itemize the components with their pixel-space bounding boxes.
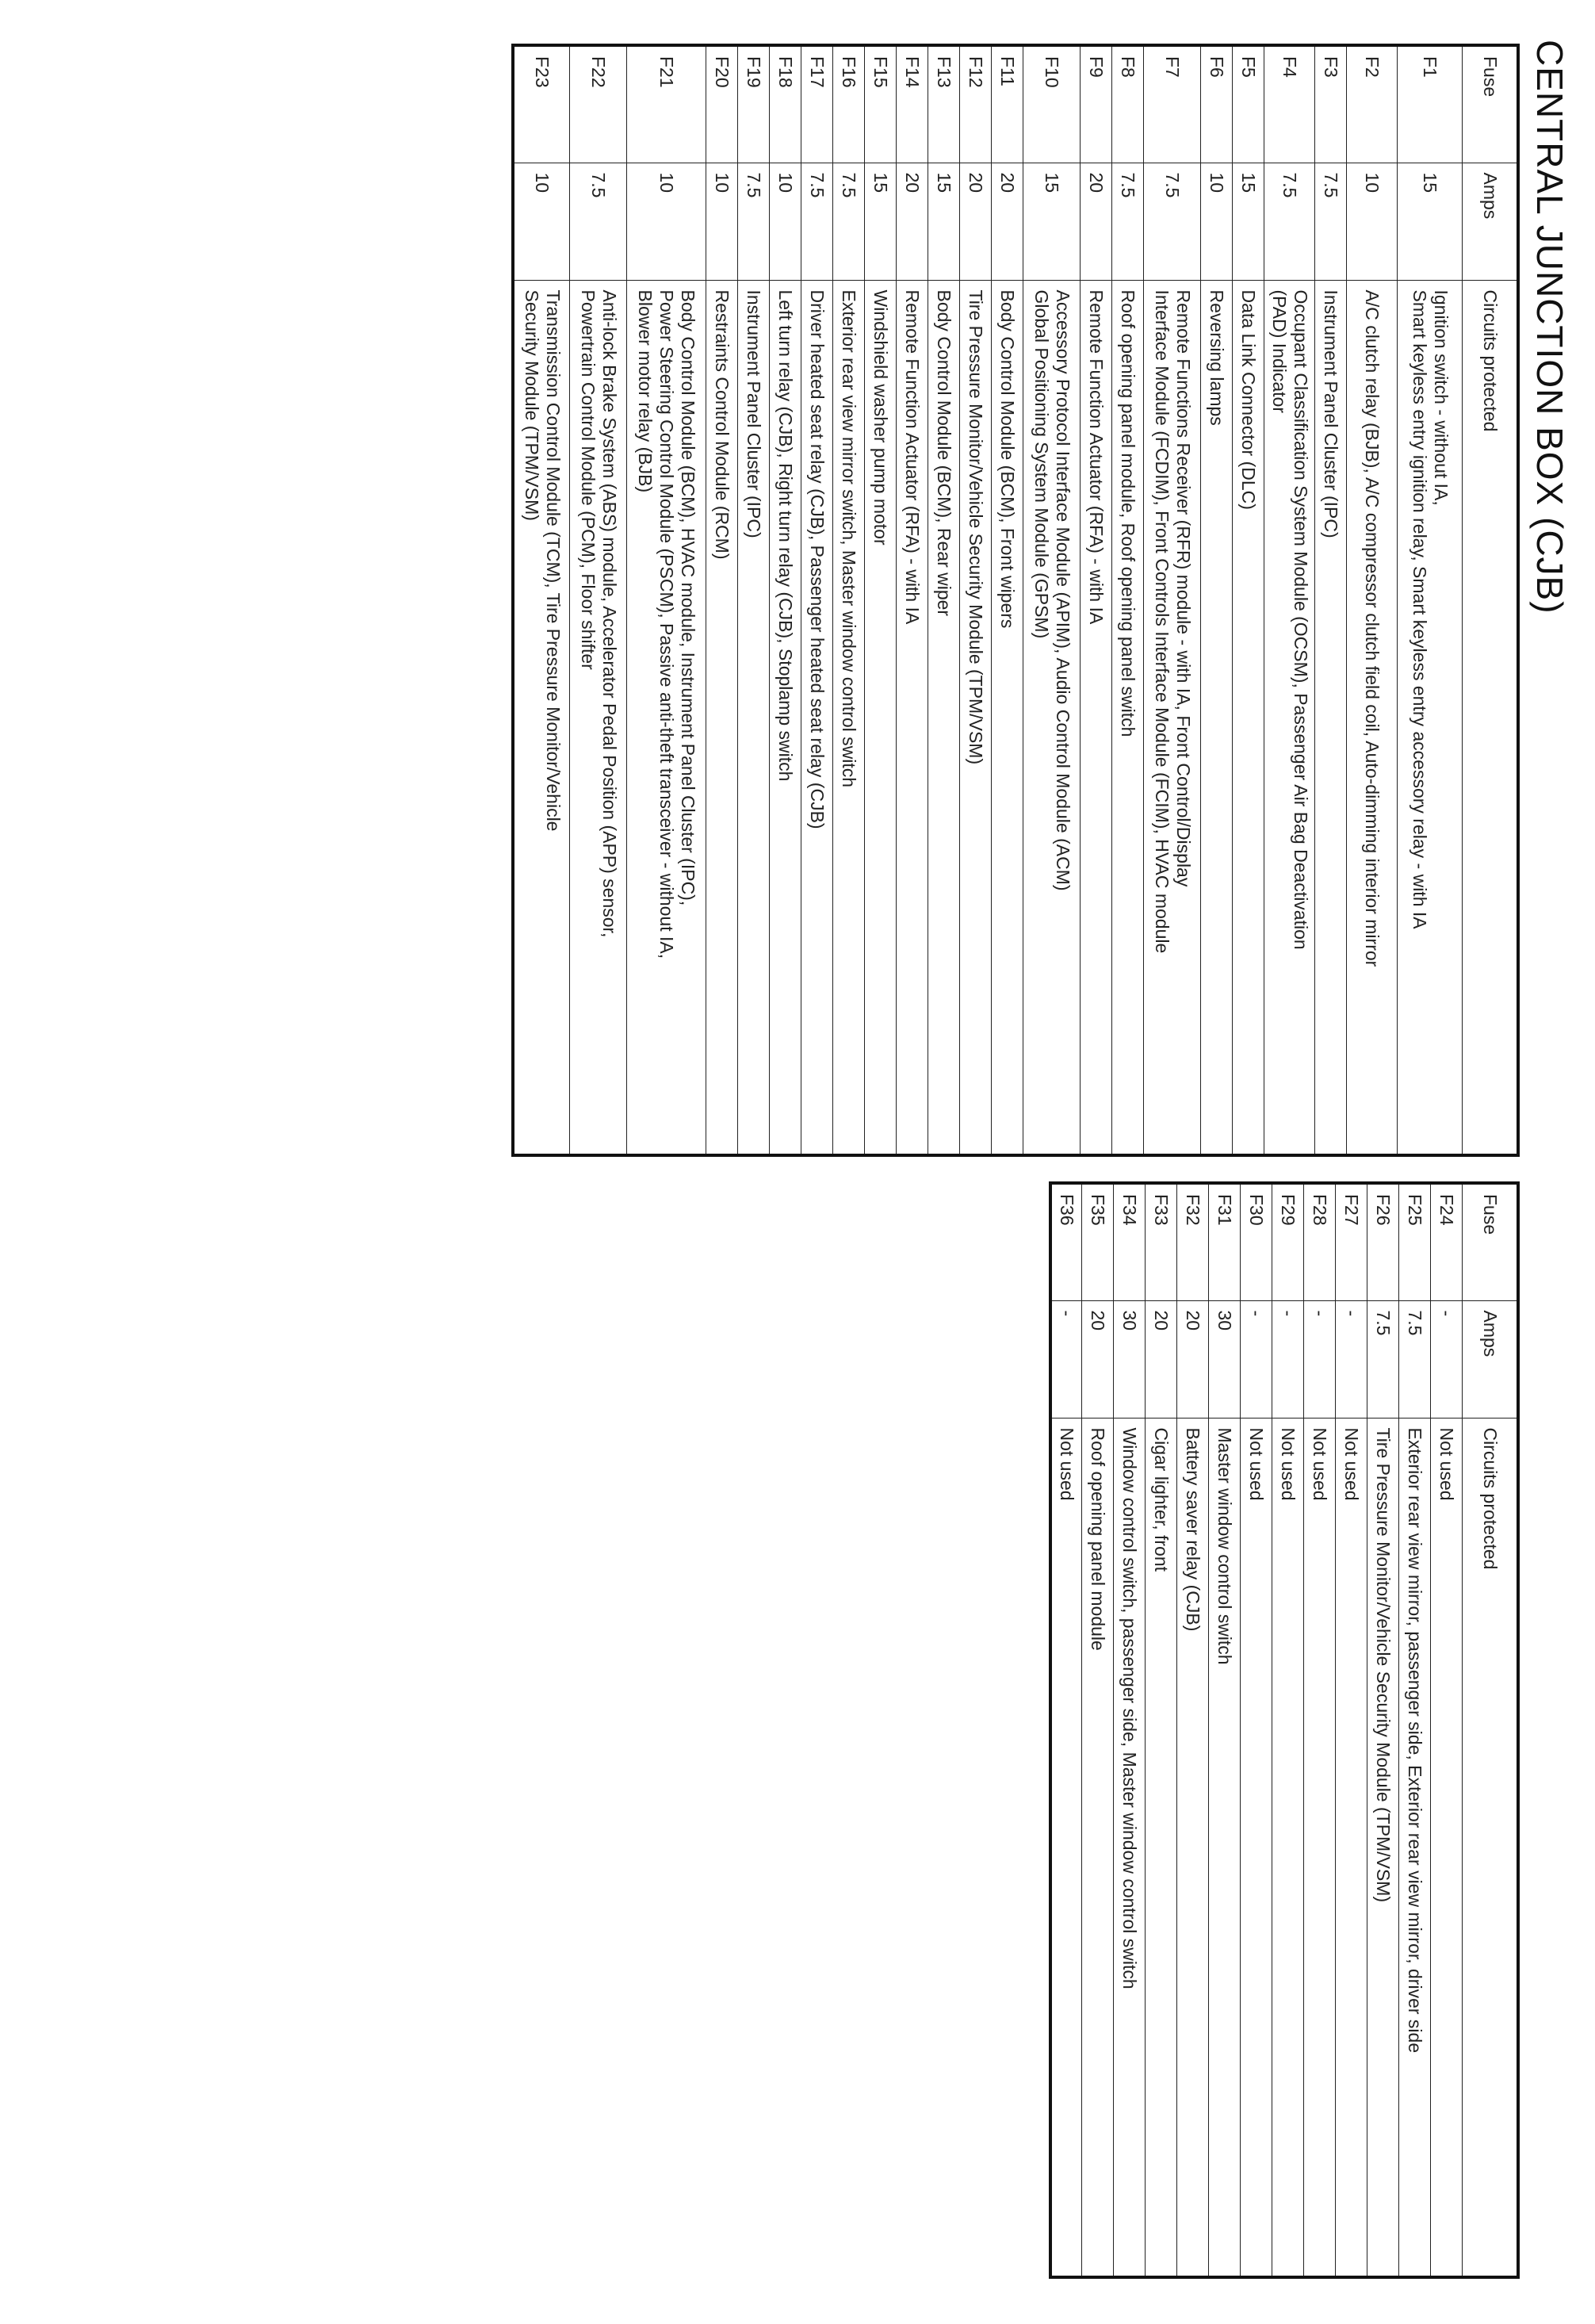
header-row	[1463, 45, 1518, 1155]
table-row	[1347, 45, 1398, 1155]
table-row	[1177, 1183, 1209, 2277]
table-row	[738, 45, 770, 1155]
fuse-amps: 20	[992, 163, 1023, 280]
fuse-amps: 30	[1114, 1300, 1146, 1418]
fuse-amps: 7.5	[1112, 163, 1144, 280]
fuse-amps: 10	[1201, 163, 1233, 280]
circuits-protected: Remote Function Actuator (RFA) - with IA	[1081, 280, 1112, 1155]
circuits-protected: Instrument Panel Cluster (IPC)	[738, 280, 770, 1155]
fuse-amps: 10	[706, 163, 738, 280]
fuse-id: F24	[1431, 1183, 1463, 1300]
fuse-id: F22	[570, 45, 627, 163]
table-row	[1114, 1183, 1146, 2277]
circuits-protected: Roof opening panel module, Roof opening panel switch	[1112, 280, 1144, 1155]
circuits-protected: Windshield washer pump motor	[865, 280, 897, 1155]
fuse-amps: 10	[1347, 163, 1398, 280]
fuse-id: F25	[1399, 1183, 1431, 1300]
circuits-protected: Restraints Control Module (RCM)	[706, 280, 738, 1155]
table-row	[1112, 45, 1144, 1155]
fuse-amps: 10	[770, 163, 801, 280]
fuse-amps: -	[1431, 1300, 1463, 1418]
circuits-protected: Reversing lamps	[1201, 280, 1233, 1155]
circuits-protected: Master window control switch	[1209, 1418, 1241, 2277]
fuse-id: F33	[1146, 1183, 1177, 1300]
table-row	[960, 45, 992, 1155]
circuits-protected: Not used	[1431, 1418, 1463, 2277]
fuse-amps: 7.5	[1367, 1300, 1399, 1418]
circuits-protected: Exterior rear view mirror, passenger side, Exterior rear view mirror, driver side	[1399, 1418, 1431, 2277]
circuits-protected: Exterior rear view mirror switch, Master window control switch	[833, 280, 865, 1155]
amps-header: Amps	[1463, 163, 1518, 280]
fuse-id: F34	[1114, 1183, 1146, 1300]
fuse-id: F17	[801, 45, 833, 163]
fuse-id: F14	[897, 45, 928, 163]
fuse-amps: 30	[1209, 1300, 1241, 1418]
fuse-amps: 10	[513, 163, 570, 280]
fuse-amps: -	[1336, 1300, 1367, 1418]
fuse-id: F31	[1209, 1183, 1241, 1300]
table-row	[1272, 1183, 1304, 2277]
fuse-id: F35	[1082, 1183, 1114, 1300]
fuse-id: F11	[992, 45, 1023, 163]
circuits-protected: Roof opening panel module	[1082, 1418, 1114, 2277]
fuse-amps: 7.5	[833, 163, 865, 280]
circuits-protected: Not used	[1050, 1418, 1082, 2277]
fuse-id: F36	[1050, 1183, 1082, 1300]
document-title: CENTRAL JUNCTION BOX (CJB)	[1529, 40, 1570, 615]
circuits-protected: Driver heated seat relay (CJB), Passenger heated seat relay (CJB)	[801, 280, 833, 1155]
circuits-protected: Left turn relay (CJB), Right turn relay (CJB), Stoplamp switch	[770, 280, 801, 1155]
table-row	[1304, 1183, 1336, 2277]
table-row	[1050, 1183, 1082, 2277]
table-row	[1241, 1183, 1272, 2277]
fuse-amps: 20	[1082, 1300, 1114, 1418]
fuse-id: F16	[833, 45, 865, 163]
fuse-id: F6	[1201, 45, 1233, 163]
fuse-id: F10	[1023, 45, 1081, 163]
table-row	[1233, 45, 1264, 1155]
table-row	[513, 45, 570, 1155]
table-row	[1081, 45, 1112, 1155]
fuse-id: F4	[1264, 45, 1315, 163]
circuits-protected: A/C clutch relay (BJB), A/C compressor clutch field coil, Auto-dimming interior mirror	[1347, 280, 1398, 1155]
circuits-protected: Ignition switch - without IA, Smart keyless entry ignition relay, Smart keyless entry accessory relay - with IA	[1398, 280, 1463, 1155]
table-row	[1201, 45, 1233, 1155]
fuse-amps: -	[1304, 1300, 1336, 1418]
fuse-id: F20	[706, 45, 738, 163]
circuits-protected: Tire Pressure Monitor/Vehicle Security Module (TPM/VSM)	[960, 280, 992, 1155]
fuse-id: F28	[1304, 1183, 1336, 1300]
fuse-amps: 15	[1023, 163, 1081, 280]
fuse-amps: -	[1241, 1300, 1272, 1418]
fuse-amps: 7.5	[1144, 163, 1201, 280]
fuse-id: F18	[770, 45, 801, 163]
fuse-id: F5	[1233, 45, 1264, 163]
fuse-amps: 20	[1146, 1300, 1177, 1418]
table-row	[1336, 1183, 1367, 2277]
amps-header: Amps	[1463, 1300, 1518, 1418]
fuse-id: F7	[1144, 45, 1201, 163]
fuse-id: F8	[1112, 45, 1144, 163]
circuits-protected: Remote Function Actuator (RFA) - with IA	[897, 280, 928, 1155]
table-row	[1398, 45, 1463, 1155]
fuse-amps: 7.5	[1315, 163, 1347, 280]
fuse-amps: 20	[1081, 163, 1112, 280]
circuits-header: Circuits protected	[1463, 1418, 1518, 2277]
circuits-header: Circuits protected	[1463, 280, 1518, 1155]
table-row	[897, 45, 928, 1155]
fuse-amps: 7.5	[1264, 163, 1315, 280]
circuits-protected: Data Link Connector (DLC)	[1233, 280, 1264, 1155]
fuse-id: F12	[960, 45, 992, 163]
circuits-protected: Not used	[1241, 1418, 1272, 2277]
table-row	[1082, 1183, 1114, 2277]
circuits-protected: Window control switch, passenger side, Master window control switch	[1114, 1418, 1146, 2277]
fuse-amps: 7.5	[801, 163, 833, 280]
circuits-protected: Body Control Module (BCM), Front wipers	[992, 280, 1023, 1155]
fuse-table-primary	[511, 44, 1520, 1157]
fuse-id: F32	[1177, 1183, 1209, 1300]
table-row	[770, 45, 801, 1155]
fuse-amps: 20	[960, 163, 992, 280]
fuse-amps: -	[1050, 1300, 1082, 1418]
circuits-protected: Remote Functions Receiver (RFR) module - with IA, Front Control/Display Interface Module (FCDIM), Front Controls Interface Module (FCIM), HVAC module	[1144, 280, 1201, 1155]
circuits-protected: Tire Pressure Monitor/Vehicle Security Module (TPM/VSM)	[1367, 1418, 1399, 2277]
circuits-protected: Anti-lock Brake System (ABS) module, Accelerator Pedal Position (APP) sensor, Powertrain Control Module (PCM), Floor shifter	[570, 280, 627, 1155]
fuse-id: F19	[738, 45, 770, 163]
table-row	[570, 45, 627, 1155]
circuits-protected: Occupant Classification System Module (OCSM), Passenger Air Bag Deactivation (PAD) Indicator	[1264, 280, 1315, 1155]
table-row	[833, 45, 865, 1155]
fuse-header: Fuse	[1463, 45, 1518, 163]
fuse-id: F27	[1336, 1183, 1367, 1300]
table-row	[865, 45, 897, 1155]
circuits-protected: Not used	[1304, 1418, 1336, 2277]
fuse-amps: 20	[897, 163, 928, 280]
table-row	[1209, 1183, 1241, 2277]
fuse-id: F23	[513, 45, 570, 163]
fuse-amps: 7.5	[738, 163, 770, 280]
table-row	[1431, 1183, 1463, 2277]
fuse-amps: 15	[1398, 163, 1463, 280]
fuse-id: F9	[1081, 45, 1112, 163]
circuits-protected: Instrument Panel Cluster (IPC)	[1315, 280, 1347, 1155]
circuits-protected: Transmission Control Module (TCM), Tire Pressure Monitor/Vehicle Security Module (TPM/VSM)	[513, 280, 570, 1155]
fuse-amps: 7.5	[1399, 1300, 1431, 1418]
table-row	[1399, 1183, 1431, 2277]
circuits-protected: Not used	[1272, 1418, 1304, 2277]
table-row	[627, 45, 706, 1155]
fuse-header: Fuse	[1463, 1183, 1518, 1300]
table-row	[1023, 45, 1081, 1155]
circuits-protected: Body Control Module (BCM), HVAC module, Instrument Panel Cluster (IPC), Power Steering Control Module (PSCM), Passive anti-theft transceiver - without IA, Blower motor relay (BJB)	[627, 280, 706, 1155]
fuse-amps: 7.5	[570, 163, 627, 280]
circuits-protected: Accessory Protocol Interface Module (APIM), Audio Control Module (ACM) Global Positioning System Module (GPSM)	[1023, 280, 1081, 1155]
fuse-id: F21	[627, 45, 706, 163]
table-row	[706, 45, 738, 1155]
fuse-id: F30	[1241, 1183, 1272, 1300]
circuits-protected: Cigar lighter, front	[1146, 1418, 1177, 2277]
fuse-amps: 15	[865, 163, 897, 280]
fuse-amps: 15	[928, 163, 960, 280]
table-row	[1144, 45, 1201, 1155]
fuse-id: F26	[1367, 1183, 1399, 1300]
fuse-id: F29	[1272, 1183, 1304, 1300]
circuits-protected: Battery saver relay (CJB)	[1177, 1418, 1209, 2277]
fuse-id: F3	[1315, 45, 1347, 163]
fuse-amps: 10	[627, 163, 706, 280]
table-row	[801, 45, 833, 1155]
fuse-amps: 20	[1177, 1300, 1209, 1418]
fuse-id: F2	[1347, 45, 1398, 163]
table-row	[992, 45, 1023, 1155]
table-row	[1264, 45, 1315, 1155]
circuits-protected: Not used	[1336, 1418, 1367, 2277]
fuse-id: F1	[1398, 45, 1463, 163]
header-row	[1463, 1183, 1518, 2277]
circuits-protected: Body Control Module (BCM), Rear wiper	[928, 280, 960, 1155]
fuse-id: F13	[928, 45, 960, 163]
fuse-table-secondary	[1049, 1181, 1520, 2279]
fuse-id: F15	[865, 45, 897, 163]
fuse-amps: 15	[1233, 163, 1264, 280]
fuse-amps: -	[1272, 1300, 1304, 1418]
table-row	[1146, 1183, 1177, 2277]
table-row	[1367, 1183, 1399, 2277]
table-row	[1315, 45, 1347, 1155]
table-row	[928, 45, 960, 1155]
